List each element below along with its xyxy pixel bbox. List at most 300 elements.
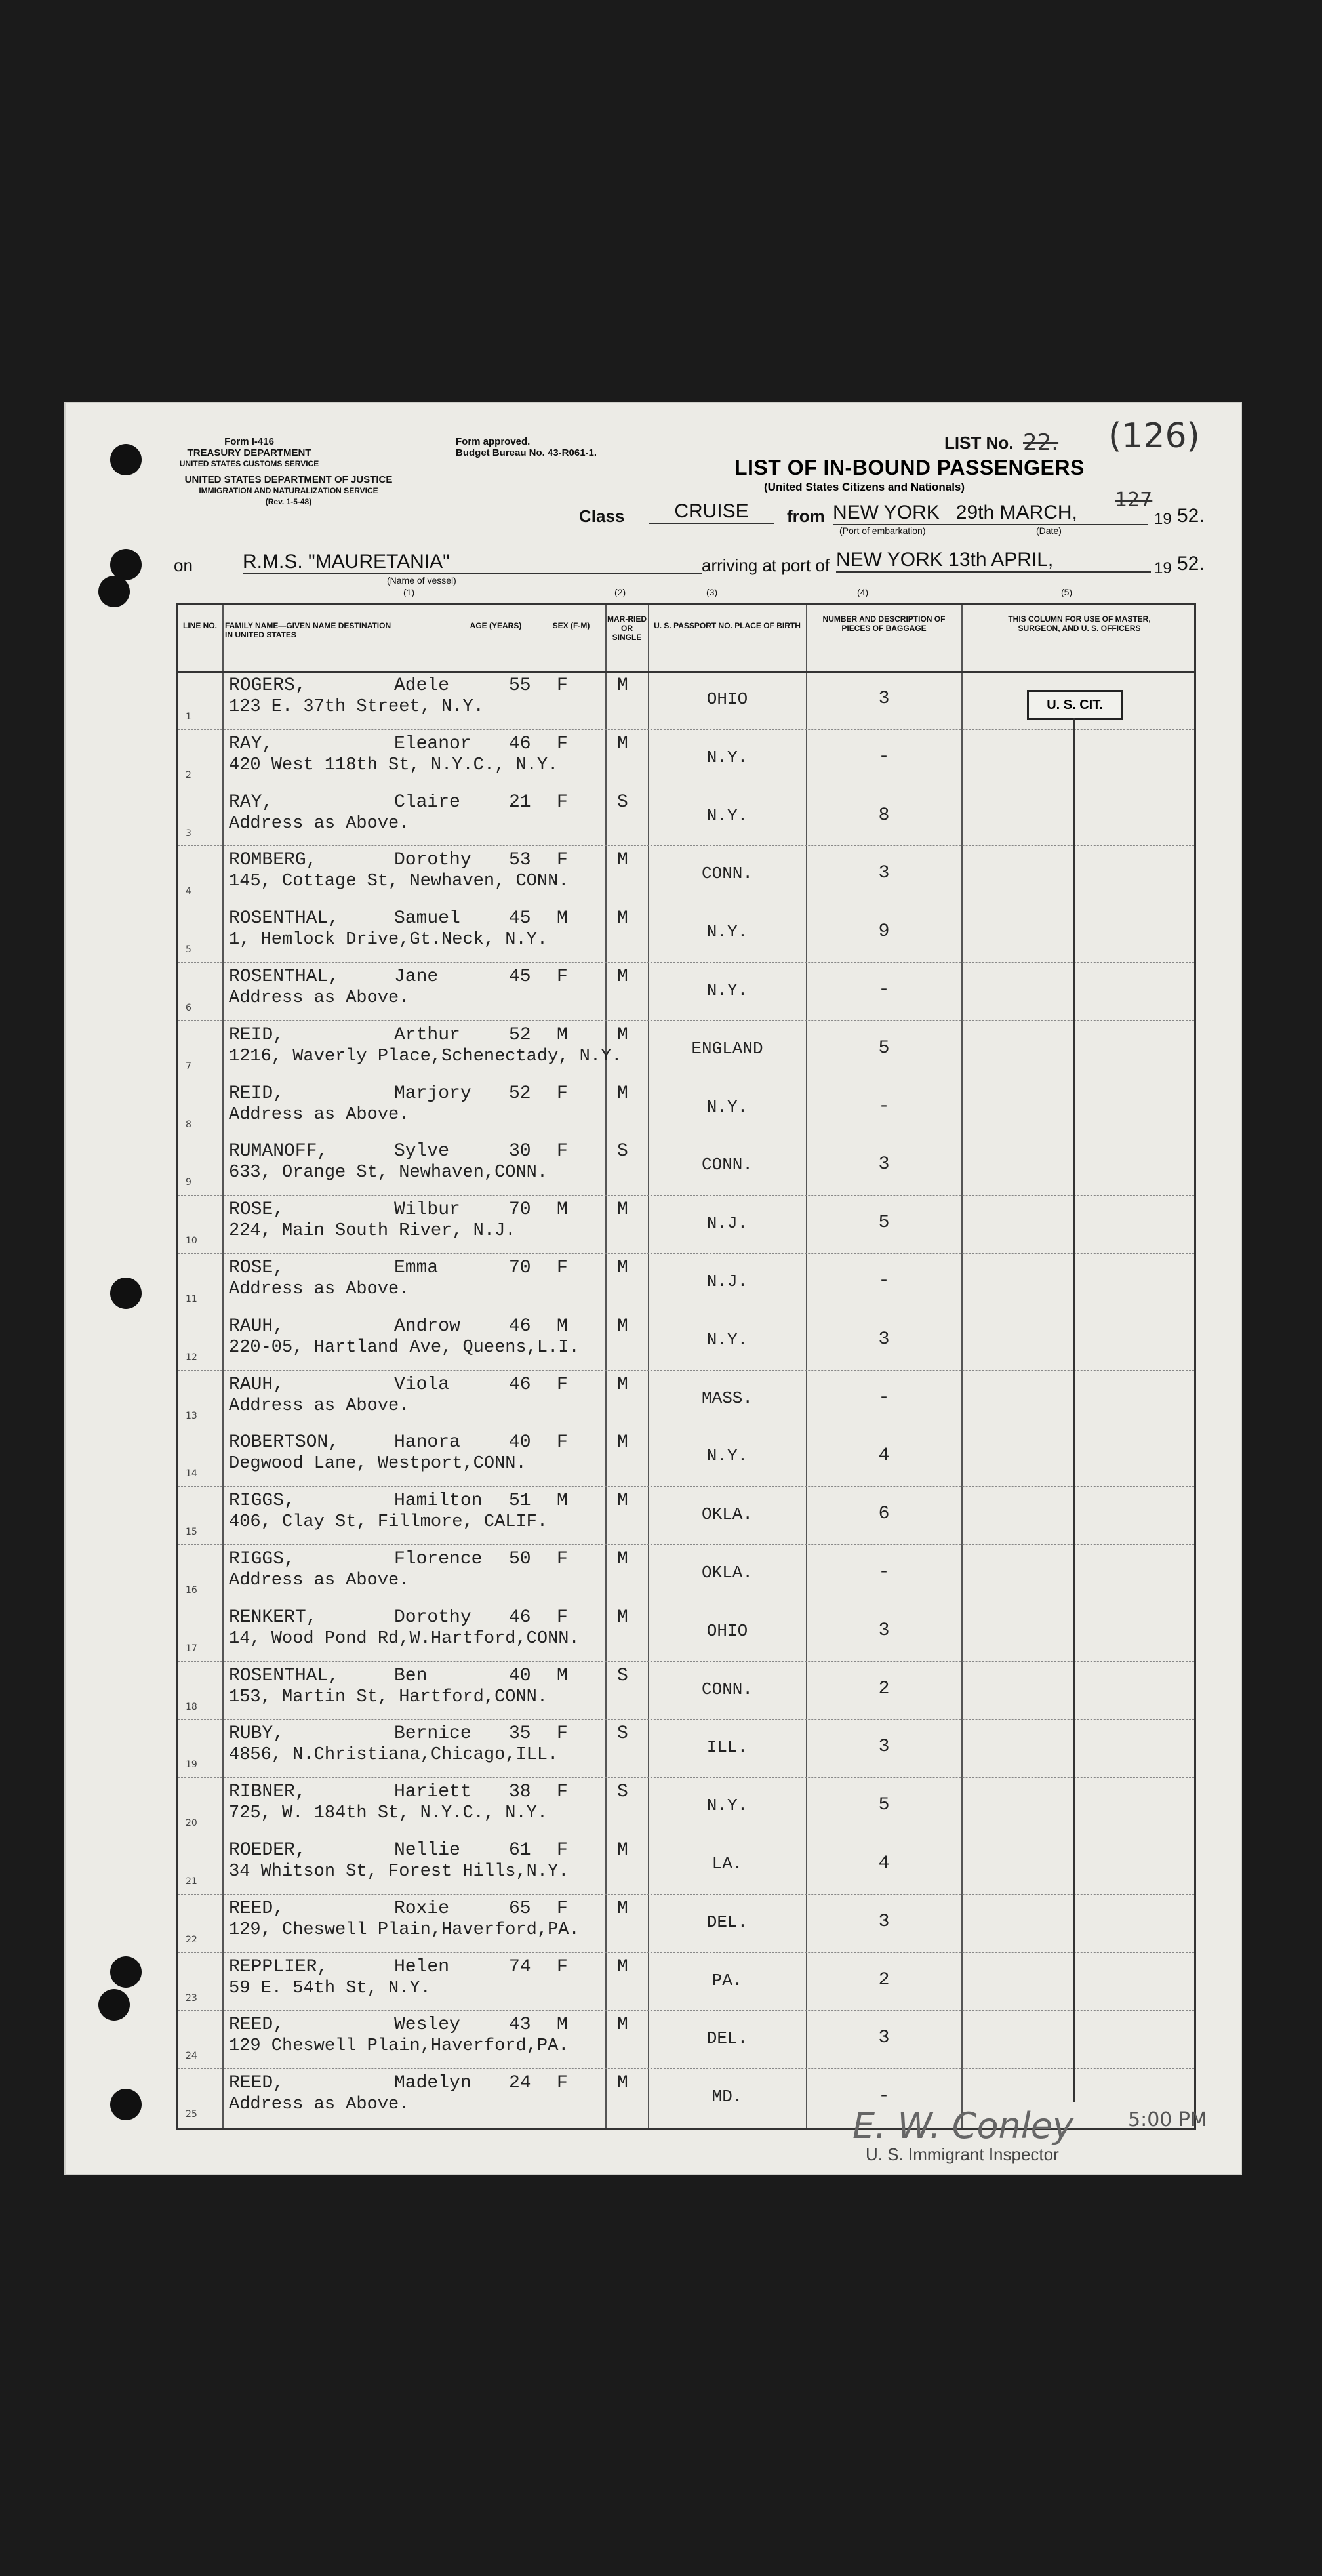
col-num-4: (4) [857, 587, 869, 597]
col-num-5: (5) [1061, 587, 1073, 597]
given-name: Roxie [394, 1898, 450, 1919]
officer-check-line [1073, 718, 1075, 2102]
table-row [178, 729, 1194, 788]
age: 61 [509, 1840, 531, 1861]
list-no-handwritten: (126) [1108, 416, 1200, 456]
age: 24 [509, 2073, 531, 2094]
destination-address: Degwood Lane, Westport,CONN. [229, 1454, 527, 1474]
baggage-count: 3 [878, 1154, 890, 1175]
age: 21 [509, 792, 531, 813]
table-row [178, 788, 1194, 847]
col-age: AGE (YEARS) [470, 621, 522, 630]
table-row [178, 1312, 1194, 1371]
sex: M [557, 1199, 568, 1220]
table-row [178, 1370, 1194, 1429]
age: 74 [509, 1956, 531, 1977]
place-of-birth: N.Y. [706, 747, 748, 767]
destination-address: 4856, N.Christiana,Chicago,ILL. [229, 1745, 559, 1765]
place-of-birth: DEL. [706, 1912, 748, 1932]
punch-hole [110, 2089, 142, 2120]
line-number: 22 [186, 1934, 197, 1945]
baggage-count: 9 [878, 921, 890, 942]
destination-address: 220-05, Hartland Ave, Queens,L.I. [229, 1337, 580, 1358]
place-of-birth: MASS. [701, 1388, 753, 1408]
given-name: Eleanor [394, 733, 471, 754]
given-name: Nellie [394, 1840, 460, 1861]
marital-status: M [617, 1024, 628, 1045]
line-number: 11 [186, 1294, 197, 1304]
form-number: Form I-416 [224, 436, 274, 447]
family-name: RUBY, [229, 1723, 285, 1744]
baggage-count: - [878, 2086, 890, 2107]
age: 30 [509, 1141, 531, 1162]
line-number: 23 [186, 1992, 197, 2003]
year-struck: 127 [1115, 489, 1153, 512]
family-name: RIGGS, [229, 1549, 295, 1569]
inspector-signature: E. W. Conley [852, 2105, 1073, 2146]
marital-status: M [617, 1898, 628, 1919]
sex: F [557, 1549, 568, 1569]
place-of-birth: DEL. [706, 2028, 748, 2049]
age: 55 [509, 675, 531, 696]
family-name: ROSE, [229, 1199, 285, 1220]
line-number: 21 [186, 1876, 197, 1887]
line-number: 13 [186, 1410, 197, 1421]
sex: F [557, 1607, 568, 1628]
sex: F [557, 967, 568, 987]
table-row [178, 1661, 1194, 1720]
destination-address: Address as Above. [229, 1104, 410, 1125]
line-number: 3 [186, 828, 191, 839]
line-number: 24 [186, 2051, 197, 2062]
vessel-name: R.M.S. "MAURETANIA" [243, 551, 702, 574]
destination-address: Address as Above. [229, 813, 410, 834]
col-baggage: NUMBER AND DESCRIPTION OF PIECES OF BAGGAGE [822, 614, 946, 633]
baggage-count: 3 [878, 1737, 890, 1758]
baggage-count: 5 [878, 1037, 890, 1058]
punch-hole [110, 444, 142, 475]
sex: F [557, 1723, 568, 1744]
sex: M [557, 2015, 568, 2036]
given-name: Dorothy [394, 850, 471, 871]
line-number: 20 [186, 1818, 197, 1829]
family-name: REID, [229, 1024, 285, 1045]
line-number: 14 [186, 1468, 197, 1479]
place-of-birth: CONN. [701, 1679, 753, 1699]
family-name: RAY, [229, 733, 273, 754]
marital-status: S [617, 1665, 628, 1686]
marital-status: M [617, 1316, 628, 1337]
place-of-birth: N.J. [706, 1213, 748, 1234]
justice-dept: UNITED STATES DEPARTMENT OF JUSTICE [184, 474, 393, 485]
col-line-no: LINE NO. [182, 621, 217, 630]
punch-hole [98, 1989, 130, 2021]
date-label: (Date) [1036, 525, 1062, 536]
age: 65 [509, 1898, 531, 1919]
place-of-birth: OHIO [706, 1620, 748, 1641]
age: 70 [509, 1199, 531, 1220]
punch-hole [98, 576, 130, 607]
destination-address: 14, Wood Pond Rd,W.Hartford,CONN. [229, 1628, 580, 1649]
marital-status: M [617, 850, 628, 871]
family-name: REID, [229, 1083, 285, 1104]
place-of-birth: PA. [711, 1970, 743, 1990]
table-header [178, 603, 1194, 673]
sex: F [557, 792, 568, 813]
given-name: Claire [394, 792, 460, 813]
us-citizen-stamp: U. S. CIT. [1027, 690, 1123, 720]
line-number: 6 [186, 1003, 191, 1013]
family-name: ROSENTHAL, [229, 908, 340, 929]
sex: M [557, 908, 568, 929]
age: 45 [509, 967, 531, 987]
line-number: 7 [186, 1060, 191, 1072]
year2-prefix: 19 [1154, 559, 1172, 577]
sex: M [557, 1491, 568, 1512]
marital-status: M [617, 1956, 628, 1977]
baggage-count: - [878, 1387, 890, 1408]
table-row [178, 1020, 1194, 1079]
family-name: RAY, [229, 792, 273, 813]
family-name: ROSE, [229, 1258, 285, 1278]
sex: M [557, 1665, 568, 1686]
table-row [178, 1544, 1194, 1603]
place-of-birth: N.Y. [706, 922, 748, 942]
baggage-count: 3 [878, 1620, 890, 1641]
baggage-count: 3 [878, 1329, 890, 1350]
family-name: ROSENTHAL, [229, 1665, 340, 1686]
place-of-birth: ENGLAND [691, 1038, 763, 1058]
marital-status: M [617, 1083, 628, 1104]
given-name: Dorothy [394, 1607, 471, 1628]
destination-address: 1216, Waverly Place,Schenectady, N.Y. [229, 1046, 622, 1066]
budget-bureau: Budget Bureau No. 43-R061-1. [456, 447, 597, 458]
age: 40 [509, 1665, 531, 1686]
baggage-count: 3 [878, 1911, 890, 1932]
age: 52 [509, 1024, 531, 1045]
list-no-label: LIST No. [944, 433, 1014, 453]
baggage-count: 4 [878, 1853, 890, 1874]
list-no-value: 22. [1023, 430, 1059, 456]
line-number: 5 [186, 944, 191, 956]
given-name: Ben [394, 1665, 428, 1686]
marital-status: M [617, 1549, 628, 1569]
age: 43 [509, 2015, 531, 2036]
table-row [178, 1428, 1194, 1487]
given-name: Madelyn [394, 2073, 471, 2094]
table-row [178, 1603, 1194, 1662]
place-of-birth: OKLA. [701, 1563, 753, 1582]
marital-status: M [617, 1840, 628, 1861]
given-name: Androw [394, 1316, 460, 1337]
line-number: 9 [186, 1177, 191, 1188]
marital-status: M [617, 1607, 628, 1628]
baggage-count: 2 [878, 1969, 890, 1990]
age: 46 [509, 1316, 531, 1337]
given-name: Wilbur [394, 1199, 460, 1220]
col-num-1: (1) [403, 587, 415, 597]
destination-address: 224, Main South River, N.J. [229, 1221, 516, 1241]
baggage-count: - [878, 1271, 890, 1291]
given-name: Helen [394, 1956, 450, 1977]
marital-status: M [617, 1491, 628, 1512]
age: 38 [509, 1782, 531, 1803]
ins-service: IMMIGRATION AND NATURALIZATION SERVICE [199, 486, 378, 495]
given-name: Hamilton [394, 1491, 483, 1512]
marital-status: S [617, 792, 628, 813]
table-row [178, 1079, 1194, 1138]
baggage-count: 5 [878, 1213, 890, 1234]
sex: F [557, 1956, 568, 1977]
baggage-count: - [878, 1096, 890, 1117]
family-name: ROBERTSON, [229, 1432, 340, 1453]
marital-status: S [617, 1141, 628, 1162]
baggage-count: - [878, 1562, 890, 1582]
place-of-birth: N.Y. [706, 805, 748, 826]
sex: F [557, 2073, 568, 2094]
baggage-count: 2 [878, 1678, 890, 1699]
given-name: Sylve [394, 1141, 450, 1162]
age: 40 [509, 1432, 531, 1453]
marital-status: M [617, 675, 628, 696]
year2-value: 52. [1177, 553, 1205, 574]
family-name: REPPLIER, [229, 1956, 329, 1977]
col-num-3: (3) [706, 587, 718, 597]
sex: F [557, 1782, 568, 1803]
marital-status: M [617, 733, 628, 754]
destination-address: Address as Above. [229, 988, 410, 1008]
document-subtitle: (United States Citizens and Nationals) [764, 481, 965, 493]
baggage-count: 6 [878, 1504, 890, 1525]
age: 46 [509, 1607, 531, 1628]
from-label: from [787, 506, 825, 526]
table-row [178, 2010, 1194, 2069]
family-name: ROSENTHAL, [229, 967, 340, 987]
sex: F [557, 1141, 568, 1162]
place-of-birth: N.Y. [706, 1097, 748, 1117]
passenger-table [176, 603, 1196, 2130]
baggage-count: 5 [878, 1795, 890, 1816]
age: 52 [509, 1083, 531, 1104]
arriving-value: NEW YORK 13th APRIL, [836, 549, 1151, 573]
col-married: MAR-RIED OR SINGLE [607, 614, 647, 642]
destination-address: 129, Cheswell Plain,Haverford,PA. [229, 1920, 580, 1940]
table-row [178, 1486, 1194, 1545]
age: 46 [509, 733, 531, 754]
line-number: 4 [186, 886, 191, 897]
line-number: 2 [186, 769, 191, 780]
line-number: 8 [186, 1119, 191, 1130]
age: 53 [509, 850, 531, 871]
family-name: REED, [229, 2015, 285, 2036]
place-of-birth: N.Y. [706, 1446, 748, 1466]
family-name: RENKERT, [229, 1607, 317, 1628]
marital-status: S [617, 1723, 628, 1744]
year-value: 52. [1177, 505, 1205, 527]
col-name: FAMILY NAME—GIVEN NAME DESTINATION IN UNITED STATES [225, 621, 391, 639]
sex: F [557, 1898, 568, 1919]
family-name: RIBNER, [229, 1782, 306, 1803]
destination-address: 153, Martin St, Hartford,CONN. [229, 1687, 548, 1707]
given-name: Jane [394, 967, 439, 987]
place-of-birth: N.Y. [706, 980, 748, 1000]
given-name: Marjory [394, 1083, 471, 1104]
place-of-birth: ILL. [706, 1737, 748, 1758]
baggage-count: - [878, 746, 890, 767]
table-row [178, 1195, 1194, 1254]
col-officers: THIS COLUMN FOR USE OF MASTER, SURGEON, AND U. S. OFFICERS [1008, 614, 1151, 633]
marital-status: M [617, 1374, 628, 1395]
destination-address: Address as Above. [229, 2095, 410, 2115]
family-name: RIGGS, [229, 1491, 295, 1512]
line-number: 15 [186, 1527, 197, 1538]
place-of-birth: OKLA. [701, 1504, 753, 1525]
sex: F [557, 1258, 568, 1278]
treasury-dept: TREASURY DEPARTMENT [187, 447, 311, 458]
given-name: Samuel [394, 908, 460, 929]
family-name: ROEDER, [229, 1840, 306, 1861]
class-label: Class [579, 506, 625, 526]
arriving-label: arriving at port of [702, 555, 830, 575]
table-row [178, 1137, 1194, 1196]
on-label: on [174, 555, 193, 575]
line-number: 17 [186, 1643, 197, 1654]
family-name: ROGERS, [229, 675, 306, 696]
place-of-birth: N.Y. [706, 1329, 748, 1350]
given-name: Adele [394, 675, 450, 696]
table-row [178, 1952, 1194, 2011]
table-row [178, 1253, 1194, 1312]
destination-address: 420 West 118th St, N.Y.C., N.Y. [229, 755, 559, 775]
destination-address: 406, Clay St, Fillmore, CALIF. [229, 1512, 548, 1533]
marital-status: M [617, 1199, 628, 1220]
destination-address: 34 Whitson St, Forest Hills,N.Y. [229, 1862, 569, 1882]
col-sex: SEX (F-M) [552, 621, 590, 630]
sex: F [557, 1432, 568, 1453]
line-number: 18 [186, 1701, 197, 1712]
document-title: LIST OF IN-BOUND PASSENGERS [734, 456, 1085, 479]
marital-status: M [617, 967, 628, 987]
destination-address: 145, Cottage St, Newhaven, CONN. [229, 872, 569, 892]
destination-address: Address as Above. [229, 1571, 410, 1590]
marital-status: M [617, 2073, 628, 2094]
family-name: REED, [229, 1898, 285, 1919]
sex: F [557, 1840, 568, 1861]
punch-hole [110, 1956, 142, 1988]
signature-time: 5:00 PM [1128, 2108, 1207, 2131]
justice-block [170, 474, 407, 508]
year-prefix: 19 [1154, 510, 1172, 528]
sex: F [557, 1083, 568, 1104]
family-name: RAUH, [229, 1316, 285, 1337]
customs-service: UNITED STATES CUSTOMS SERVICE [179, 459, 319, 468]
family-name: REED, [229, 2073, 285, 2094]
marital-status: M [617, 1432, 628, 1453]
line-number: 19 [186, 1760, 197, 1771]
form-approved: Form approved. [456, 436, 531, 447]
table-row [178, 1836, 1194, 1895]
class-value: CRUISE [649, 500, 774, 524]
table-row [178, 962, 1194, 1021]
col-num-2: (2) [614, 587, 626, 597]
line-number: 16 [186, 1585, 197, 1596]
age: 70 [509, 1258, 531, 1278]
destination-address: 1, Hemlock Drive,Gt.Neck, N.Y. [229, 930, 548, 950]
age: 45 [509, 908, 531, 929]
age: 35 [509, 1723, 531, 1744]
place-of-birth: CONN. [701, 1155, 753, 1175]
given-name: Arthur [394, 1024, 460, 1045]
sex: F [557, 675, 568, 696]
marital-status: M [617, 2015, 628, 2036]
given-name: Florence [394, 1549, 483, 1569]
passenger-list-sheet [66, 403, 1241, 2174]
sex: F [557, 1374, 568, 1395]
approval-block [456, 436, 633, 458]
table-row [178, 845, 1194, 904]
place-of-birth: N.Y. [706, 1796, 748, 1816]
destination-address: 123 E. 37th Street, N.Y. [229, 697, 484, 717]
destination-address: 59 E. 54th St, N.Y. [229, 1978, 431, 1998]
line-number: 25 [186, 2109, 197, 2120]
given-name: Emma [394, 1258, 439, 1278]
vessel-label: (Name of vessel) [387, 575, 456, 586]
baggage-count: 4 [878, 1445, 890, 1466]
marital-status: M [617, 1258, 628, 1278]
place-of-birth: MD. [711, 2087, 743, 2107]
place-of-birth: LA. [711, 1854, 743, 1874]
port-embark-label: (Port of embarkation) [839, 525, 926, 536]
from-value: NEW YORK 29th MARCH, [833, 502, 1148, 525]
given-name: Wesley [394, 2015, 460, 2036]
sex: M [557, 1316, 568, 1337]
baggage-count: 8 [878, 805, 890, 826]
line-number: 12 [186, 1352, 197, 1363]
col-passport: U. S. PASSPORT NO. PLACE OF BIRTH [654, 621, 801, 630]
place-of-birth: OHIO [706, 689, 748, 709]
family-name: RAUH, [229, 1374, 285, 1395]
destination-address: 633, Orange St, Newhaven,CONN. [229, 1163, 548, 1183]
family-name: ROMBERG, [229, 850, 317, 871]
form-revision: (Rev. 1-5-48) [265, 497, 312, 506]
sex: F [557, 733, 568, 754]
place-of-birth: N.J. [706, 1272, 748, 1291]
age: 46 [509, 1374, 531, 1395]
place-of-birth: CONN. [701, 864, 753, 884]
marital-status: S [617, 1782, 628, 1803]
family-name: RUMANOFF, [229, 1141, 329, 1162]
age: 50 [509, 1549, 531, 1569]
line-number: 1 [186, 712, 191, 722]
baggage-count: 3 [878, 863, 890, 884]
table-row [178, 1894, 1194, 1953]
destination-address: Address as Above. [229, 1279, 410, 1299]
destination-address: 129 Cheswell Plain,Haverford,PA. [229, 2036, 569, 2057]
baggage-count: - [878, 980, 890, 1000]
given-name: Hanora [394, 1432, 460, 1453]
given-name: Viola [394, 1374, 450, 1395]
sex: M [557, 1024, 568, 1045]
given-name: Bernice [394, 1723, 471, 1744]
punch-hole [110, 1278, 142, 1309]
baggage-count: 3 [878, 689, 890, 709]
age: 51 [509, 1491, 531, 1512]
destination-address: 725, W. 184th St, N.Y.C., N.Y. [229, 1803, 548, 1824]
table-row [178, 904, 1194, 963]
destination-address: Address as Above. [229, 1396, 410, 1416]
table-row [178, 1777, 1194, 1836]
line-number: 10 [186, 1236, 197, 1247]
